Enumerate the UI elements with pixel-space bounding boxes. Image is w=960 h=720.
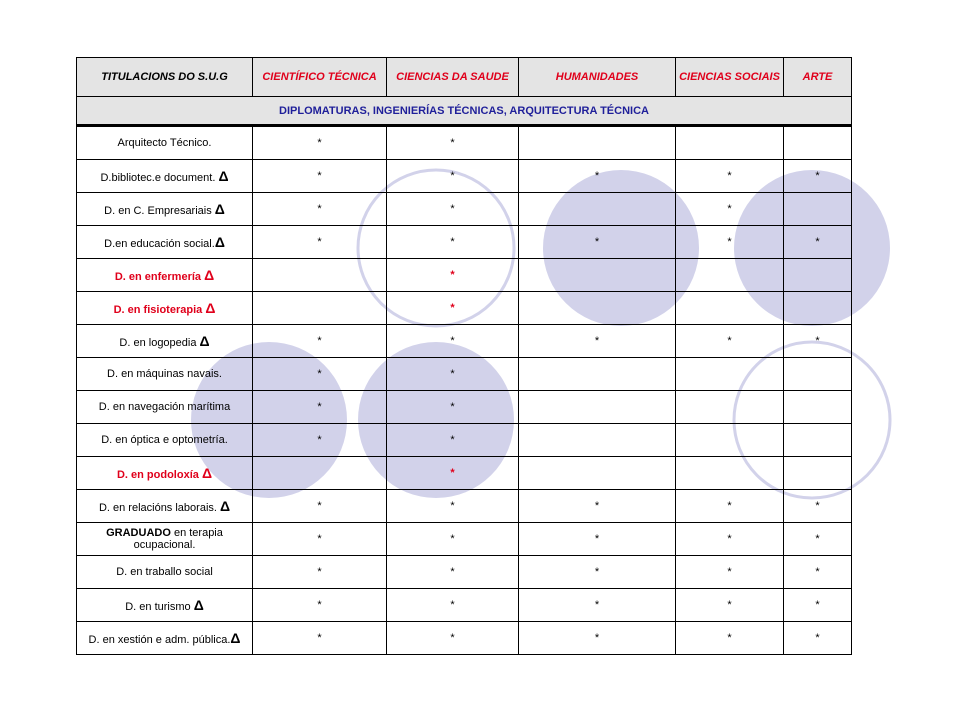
table-row <box>77 126 852 160</box>
area-mark: * <box>387 457 519 490</box>
area-mark: * <box>676 556 784 589</box>
area-mark: * <box>519 226 676 259</box>
degree-label <box>77 325 253 358</box>
degree-label-text: D. en turismo <box>125 601 194 613</box>
area-mark: * <box>519 325 676 358</box>
degree-label <box>77 358 253 391</box>
area-mark: * <box>253 391 387 424</box>
area-mark: * <box>387 126 519 160</box>
area-mark <box>519 126 676 160</box>
degree-label <box>77 193 253 226</box>
area-mark: * <box>784 226 852 259</box>
table-row <box>77 556 852 589</box>
area-mark: * <box>519 523 676 556</box>
table-row <box>77 259 852 292</box>
table-row <box>77 226 852 259</box>
area-mark: * <box>676 490 784 523</box>
area-mark: * <box>676 160 784 193</box>
area-mark: * <box>784 325 852 358</box>
area-mark: * <box>253 226 387 259</box>
degree-label-text: D. en C. Empresariais <box>104 205 215 217</box>
degree-label <box>77 490 253 523</box>
header-row <box>77 58 852 97</box>
degree-label-text: D.bibliotec.e document. <box>100 172 219 184</box>
degree-label <box>77 126 253 160</box>
area-mark: * <box>387 391 519 424</box>
area-mark: * <box>676 325 784 358</box>
area-mark: * <box>253 193 387 226</box>
area-mark <box>784 292 852 325</box>
table-header <box>77 58 852 97</box>
degree-label <box>77 457 253 490</box>
area-mark: * <box>253 490 387 523</box>
table-row <box>77 523 852 556</box>
degree-label-bold: GRADUADO <box>106 527 171 539</box>
area-mark: * <box>676 622 784 655</box>
area-mark: * <box>253 325 387 358</box>
header-area-column: CIENCIAS SOCIAIS <box>676 58 784 97</box>
area-mark <box>676 457 784 490</box>
area-mark <box>784 193 852 226</box>
delta-icon: Δ <box>214 234 225 250</box>
area-mark: * <box>519 589 676 622</box>
degree-label-text: Arquitecto Técnico. <box>117 137 212 149</box>
degree-label-text: D.en educación social. <box>104 238 215 250</box>
header-area-column: HUMANIDADES <box>519 58 676 97</box>
section-title: DIPLOMATURAS, INGENIERÍAS TÉCNICAS, ARQUITECTURA TÉCNICA <box>77 97 852 126</box>
area-mark: * <box>784 490 852 523</box>
header-area-column: CIENCIAS DA SAUDE <box>387 58 519 97</box>
table-row <box>77 193 852 226</box>
delta-icon: Δ <box>193 597 204 613</box>
degree-label-text: en terapia ocupacional. <box>133 527 223 551</box>
area-mark <box>676 358 784 391</box>
area-mark: * <box>387 292 519 325</box>
degree-label <box>77 424 253 457</box>
degree-label-text: D. en logopedia <box>119 337 200 349</box>
table-row <box>77 589 852 622</box>
area-mark <box>784 259 852 292</box>
delta-icon: Δ <box>199 333 210 349</box>
area-mark: * <box>519 622 676 655</box>
table-row <box>77 622 852 655</box>
area-mark: * <box>387 226 519 259</box>
area-mark <box>676 126 784 160</box>
delta-icon: Δ <box>214 201 225 217</box>
area-mark: * <box>387 325 519 358</box>
degree-label <box>77 556 253 589</box>
degree-label-text: D. en máquinas navais. <box>107 368 222 380</box>
area-mark <box>676 259 784 292</box>
table-row <box>77 358 852 391</box>
degree-label <box>77 523 253 556</box>
degree-label <box>77 259 253 292</box>
area-mark: * <box>387 556 519 589</box>
area-mark: * <box>387 523 519 556</box>
table-row <box>77 457 852 490</box>
degree-label-text: D. en óptica e optometría. <box>101 434 228 446</box>
degree-label-text: D. en traballo social <box>116 566 213 578</box>
area-mark: * <box>387 490 519 523</box>
area-mark: * <box>387 622 519 655</box>
area-mark: * <box>676 193 784 226</box>
area-mark: * <box>519 490 676 523</box>
area-mark: * <box>784 589 852 622</box>
area-mark: * <box>253 424 387 457</box>
area-mark <box>253 292 387 325</box>
delta-icon: Δ <box>220 498 231 514</box>
area-mark <box>253 259 387 292</box>
area-mark: * <box>387 160 519 193</box>
area-mark <box>519 292 676 325</box>
area-mark <box>253 457 387 490</box>
degree-label <box>77 622 253 655</box>
header-area-column: CIENTÍFICO TÉCNICA <box>253 58 387 97</box>
area-mark <box>676 391 784 424</box>
area-mark <box>519 457 676 490</box>
area-mark: * <box>784 523 852 556</box>
area-mark <box>676 424 784 457</box>
area-mark: * <box>387 193 519 226</box>
area-mark: * <box>676 589 784 622</box>
table-row <box>77 391 852 424</box>
area-mark: * <box>519 556 676 589</box>
degree-label-text: D. en xestión e adm. pública. <box>88 634 231 646</box>
area-mark <box>676 292 784 325</box>
area-mark <box>784 126 852 160</box>
area-mark: * <box>253 358 387 391</box>
delta-icon: Δ <box>218 168 229 184</box>
area-mark: * <box>253 556 387 589</box>
header-degree-column: TITULACIONS DO S.U.G <box>77 58 253 97</box>
area-mark <box>519 424 676 457</box>
table-row <box>77 490 852 523</box>
table-row <box>77 325 852 358</box>
table-body <box>77 97 852 655</box>
area-mark: * <box>253 523 387 556</box>
area-mark <box>784 457 852 490</box>
area-mark <box>519 391 676 424</box>
degree-label-text: D. en fisioterapia <box>113 304 206 316</box>
degree-label-text: D. en enfermería <box>114 271 205 283</box>
degree-label <box>77 589 253 622</box>
section-row <box>77 97 852 126</box>
area-mark: * <box>253 160 387 193</box>
area-mark: * <box>387 358 519 391</box>
area-mark <box>519 259 676 292</box>
degree-label <box>77 160 253 193</box>
area-mark <box>784 391 852 424</box>
area-mark: * <box>676 226 784 259</box>
area-mark <box>784 358 852 391</box>
area-mark <box>519 193 676 226</box>
area-mark: * <box>784 622 852 655</box>
degree-label <box>77 391 253 424</box>
table-row <box>77 160 852 193</box>
area-mark: * <box>676 523 784 556</box>
degree-label-text: D. en relacións laborais. <box>98 502 220 514</box>
delta-icon: Δ <box>201 465 212 481</box>
area-mark: * <box>253 589 387 622</box>
area-mark: * <box>253 126 387 160</box>
degree-label-text: D. en podoloxía <box>116 469 202 481</box>
area-mark: * <box>784 160 852 193</box>
area-mark <box>519 358 676 391</box>
delta-icon: Δ <box>204 267 215 283</box>
area-mark: * <box>387 589 519 622</box>
area-mark: * <box>519 160 676 193</box>
area-mark: * <box>784 556 852 589</box>
degree-label-text: D. en navegación marítima <box>98 401 231 413</box>
delta-icon: Δ <box>230 630 241 646</box>
area-mark: * <box>387 259 519 292</box>
area-mark: * <box>387 424 519 457</box>
degree-label <box>77 226 253 259</box>
table-row <box>77 424 852 457</box>
area-mark <box>784 424 852 457</box>
delta-icon: Δ <box>205 300 216 316</box>
table-row <box>77 292 852 325</box>
degrees-table <box>76 57 852 655</box>
area-mark: * <box>253 622 387 655</box>
degree-label <box>77 292 253 325</box>
header-area-column: ARTE <box>784 58 852 97</box>
